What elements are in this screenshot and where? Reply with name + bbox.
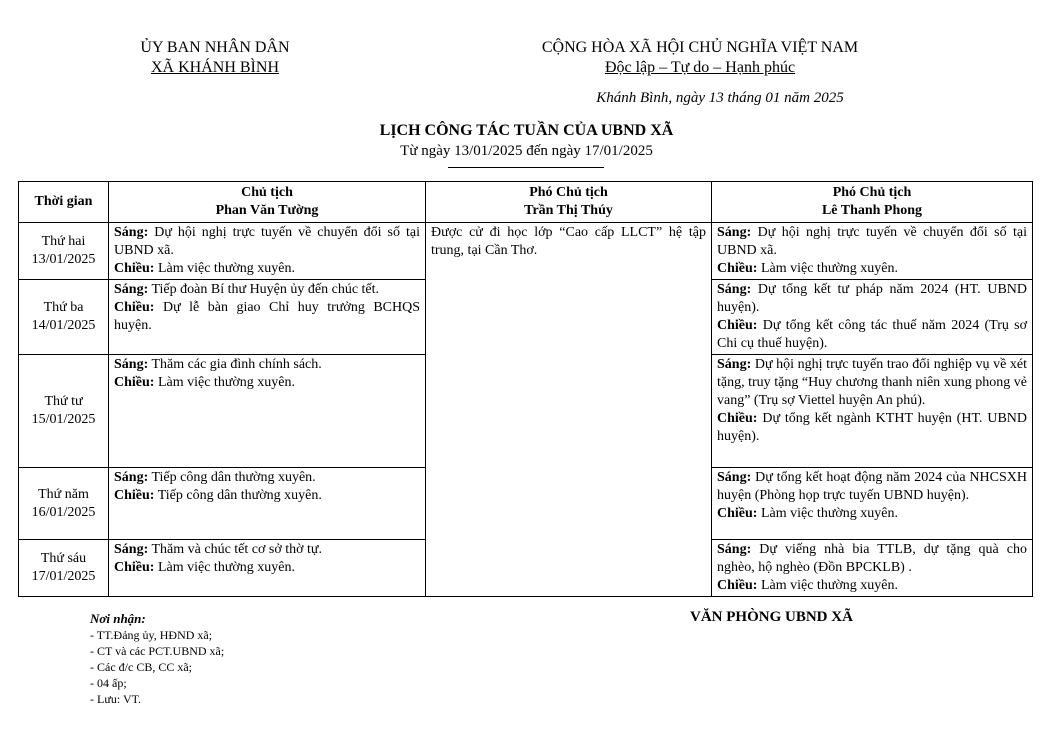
day-cell bbox=[19, 540, 109, 597]
place-date: Khánh Bình, ngày 13 tháng 01 năm 2025 bbox=[596, 90, 844, 106]
day-date: 15/01/2025 bbox=[31, 412, 96, 427]
table-row bbox=[19, 223, 1033, 280]
national-motto bbox=[480, 38, 920, 78]
day-name: Thứ sáu bbox=[40, 551, 87, 566]
day-name: Thứ năm bbox=[38, 486, 89, 502]
vice-chair-2-cell: Sáng: Dự tổng kết hoạt động năm 2024 của NHCSXH huyện (Phòng họp trực tuyến UBND huyện). Chiều: Làm việc thường xuyên. bbox=[712, 468, 1033, 540]
header-vice-chair-2: Phó Chủ tịch Lê Thanh Phong bbox=[712, 182, 1033, 223]
vice-chair-1-cell: Được cử đi học lớp “Cao cấp LLCT” hệ tập trung, tại Cần Thơ. bbox=[426, 223, 712, 597]
header-time: Thời gian bbox=[19, 182, 109, 223]
motto-line: Độc lập – Tự do – Hạnh phúc bbox=[604, 59, 796, 76]
nation-name: CỘNG HÒA XÃ HỘI CHỦ NGHĨA VIỆT NAM bbox=[541, 39, 859, 56]
day-cell bbox=[19, 355, 109, 468]
header-chairman: Chủ tịch Phan Văn Tường bbox=[109, 182, 426, 223]
authority-line-1: ỦY BAN NHÂN DÂN bbox=[140, 39, 290, 56]
chairman-cell: Sáng: Thăm các gia đình chính sách. Chiều: Làm việc thường xuyên. bbox=[109, 355, 426, 468]
authority-line-2: XÃ KHÁNH BÌNH bbox=[151, 59, 279, 76]
vice-chair-2-cell: Sáng: Dự hội nghị trực tuyến về chuyển đổi số tại UBND xã. Chiều: Làm việc thường xuyên. bbox=[712, 223, 1033, 280]
day-date: 13/01/2025 bbox=[31, 252, 96, 267]
document-title: LỊCH CÔNG TÁC TUẦN CỦA UBND XÃ bbox=[379, 122, 674, 139]
chairman-cell: Sáng: Dự hội nghị trực tuyến về chuyển đổi số tại UBND xã. Chiều: Làm việc thường xuyên. bbox=[109, 223, 426, 280]
chairman-cell: Sáng: Tiếp đoàn Bí thư Huyện ủy đến chúc tết. Chiều: Dự lễ bàn giao Chỉ huy trưởng BCHQS huyện. bbox=[109, 280, 426, 355]
title-underline bbox=[448, 167, 604, 168]
recipient-item: - Lưu: VT. bbox=[90, 692, 142, 706]
recipient-item: - Các đ/c CB, CC xã; bbox=[90, 660, 192, 674]
recipient-item: - TT.Đảng ủy, HĐND xã; bbox=[90, 628, 213, 642]
issuing-authority bbox=[90, 38, 340, 78]
recipients bbox=[90, 611, 224, 707]
day-date: 16/01/2025 bbox=[31, 504, 96, 520]
document-subtitle: Từ ngày 13/01/2025 đến ngày 17/01/2025 bbox=[400, 143, 653, 159]
chairman-cell: Sáng: Tiếp công dân thường xuyên. Chiều: Tiếp công dân thường xuyên. bbox=[109, 468, 426, 540]
vice-chair-2-cell: Sáng: Dự tổng kết tư pháp năm 2024 (HT. UBND huyện). Chiều: Dự tổng kết công tác thuế năm 2024 (Trụ sơ Chi cụ thuế huyện). bbox=[712, 280, 1033, 355]
day-date: 17/01/2025 bbox=[31, 569, 96, 584]
vice-chair-2-cell: Sáng: Dự hội nghị trực tuyến trao đổi nghiệp vụ về xét tặng, truy tặng “Huy chương thanh niên xung phong vẻ vang” (Trụ sợ Viettel huyện An phú). Chiều: Dự tổng kết ngành KTHT huyện (HT. UBND huyện). bbox=[712, 355, 1033, 468]
weekly-schedule-table bbox=[18, 181, 1033, 597]
table-header-row bbox=[19, 182, 1033, 223]
day-name: Thứ ba bbox=[43, 300, 84, 315]
recipient-item: - CT và các PCT.UBND xã; bbox=[90, 644, 225, 658]
day-date: 14/01/2025 bbox=[31, 318, 96, 333]
recipients-heading: Nơi nhận: bbox=[90, 611, 146, 626]
recipient-item: - 04 ấp; bbox=[90, 676, 127, 690]
signing-office: VĂN PHÒNG UBND XÃ bbox=[690, 609, 853, 625]
chairman-cell: Sáng: Thăm và chúc tết cơ sở thờ tự. Chiều: Làm việc thường xuyên. bbox=[109, 540, 426, 597]
day-cell bbox=[19, 280, 109, 355]
day-name: Thứ tư bbox=[44, 394, 83, 409]
day-cell bbox=[19, 223, 109, 280]
day-cell bbox=[19, 468, 109, 540]
header-vice-chair-1: Phó Chủ tịch Trần Thị Thúy bbox=[426, 182, 712, 223]
day-name: Thứ hai bbox=[41, 234, 86, 249]
vice-chair-2-cell: Sáng: Dự viếng nhà bia TTLB, dự tặng quà cho nghèo, hộ nghèo (Đồn BPCKLB) . Chiều: Làm việc thường xuyên. bbox=[712, 540, 1033, 597]
